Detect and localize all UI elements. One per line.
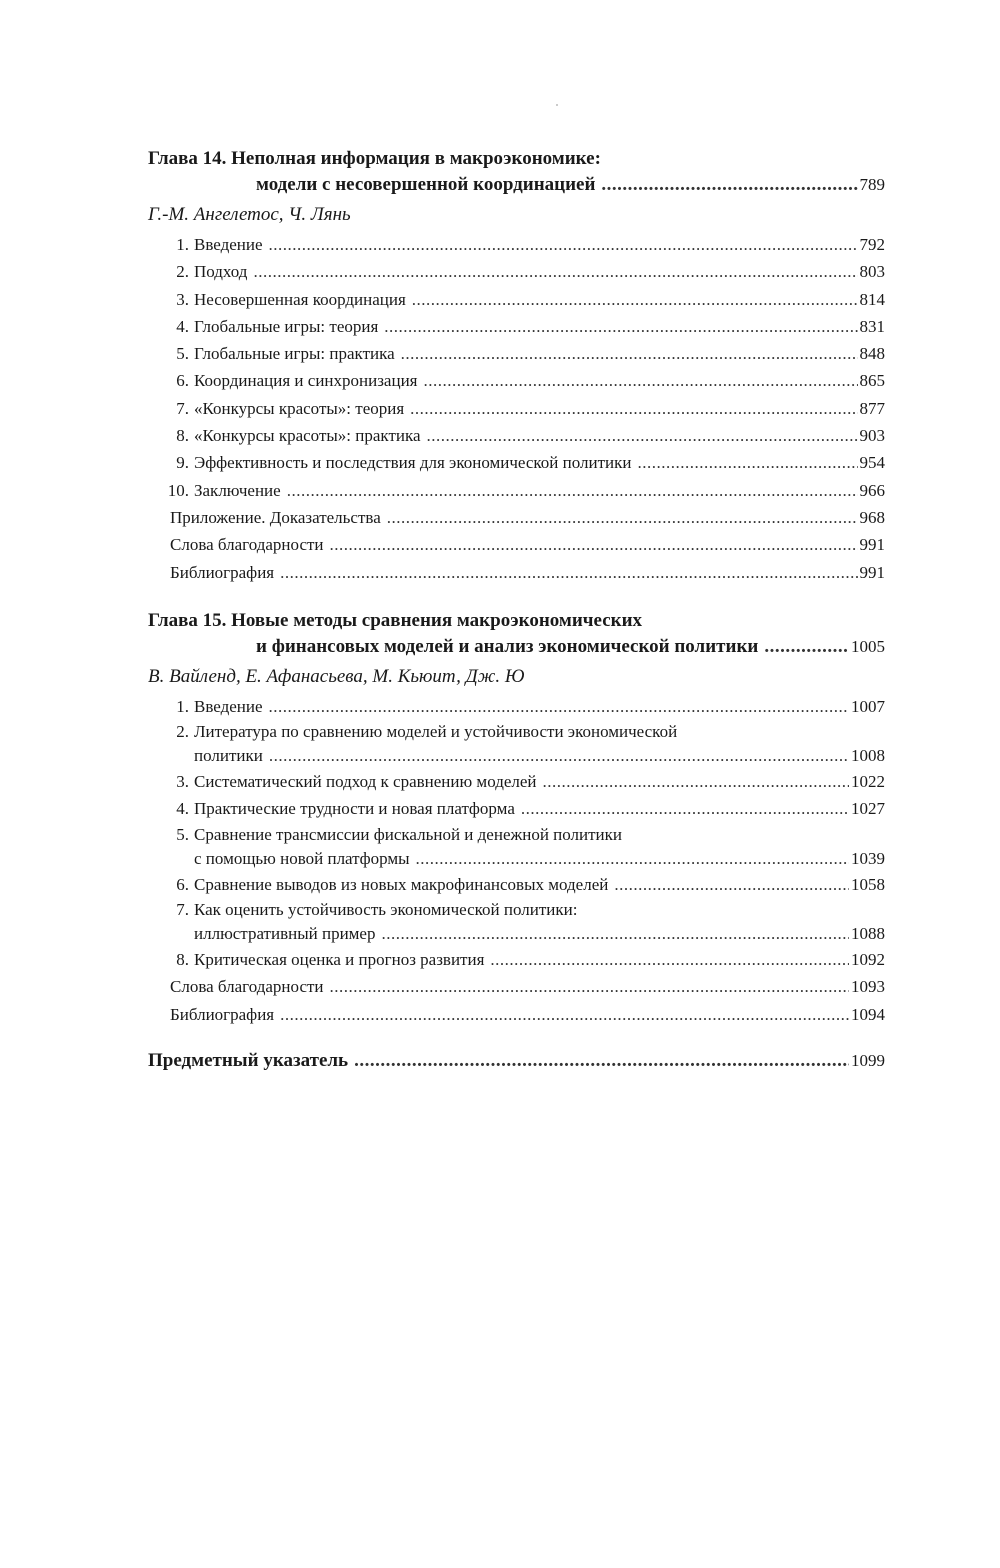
toc-entry[interactable] (148, 340, 885, 367)
toc-entry[interactable] (148, 693, 885, 720)
entry-label-continued: политики (194, 746, 263, 766)
entry-number: 5. (176, 824, 189, 844)
leader-dots (280, 559, 857, 586)
chapter-authors: В. Вайленд, Е. Афанасьева, М. Кьюит, Дж. Ю (148, 665, 525, 687)
toc-entry[interactable] (148, 871, 885, 898)
page-number: 991 (859, 562, 885, 582)
toc-entry[interactable] (148, 477, 885, 504)
page-number: 1005 (851, 636, 885, 656)
table-of-contents (148, 146, 885, 1074)
toc-entry[interactable] (148, 258, 885, 285)
entry-label: Библиография (170, 562, 275, 582)
entry-number: 7. (176, 900, 189, 920)
leader-dots (427, 422, 858, 449)
leader-dots (269, 693, 849, 720)
toc-entry[interactable] (148, 367, 885, 394)
entry-label: Эффективность и последствия для экономической политики (194, 453, 632, 473)
entry-number: 3. (176, 289, 189, 309)
leader-dots (269, 231, 858, 258)
toc-entry-appendix[interactable] (148, 504, 885, 531)
entry-label: Введение (194, 696, 263, 716)
toc-entry[interactable] (148, 286, 885, 313)
page-number: 1058 (851, 874, 885, 894)
entry-label-continued: иллюстративный пример (194, 924, 376, 944)
entry-number: 4. (176, 316, 189, 336)
entry-number: 9. (176, 453, 189, 473)
toc-entry-acknowledgements[interactable] (148, 531, 885, 558)
leader-dots (387, 504, 858, 531)
leader-dots (330, 531, 858, 558)
leader-dots (412, 286, 858, 313)
entry-label: Систематический подход к сравнению моделей (194, 772, 537, 792)
toc-entry[interactable] (148, 422, 885, 449)
leader-dots (601, 172, 857, 198)
entry-label: Критическая оценка и прогноз развития (194, 950, 485, 970)
toc-entry-bibliography[interactable] (148, 1001, 885, 1028)
entry-label: Глобальные игры: теория (194, 316, 379, 336)
entry-label: Подход (194, 262, 248, 282)
entry-label: Библиография (170, 1004, 275, 1024)
page-number: 991 (859, 535, 885, 555)
leader-dots (416, 847, 849, 871)
leader-dots (381, 922, 849, 946)
toc-entry[interactable] (148, 231, 885, 258)
chapter-authors: Г.-М. Ангелетос, Ч. Лянь (148, 204, 351, 225)
entry-number: 1. (176, 696, 189, 716)
toc-entry[interactable] (148, 946, 885, 973)
entry-number: 4. (176, 799, 189, 819)
entry-number: 8. (176, 950, 189, 970)
page-number: 792 (859, 235, 885, 254)
page-number: 966 (859, 480, 885, 500)
leader-dots (490, 946, 849, 973)
entry-label: Практические трудности и новая платформа (194, 799, 515, 819)
leader-dots (764, 634, 849, 660)
entry-number: 2. (176, 722, 189, 742)
page-number: 1039 (851, 848, 885, 868)
page-number: 1092 (851, 950, 885, 970)
page-number: 814 (859, 289, 885, 309)
leader-dots (410, 395, 857, 422)
chapter-title-line2: модели с несовершенной координацией (256, 174, 596, 195)
toc-entry[interactable] (148, 395, 885, 422)
page-number: 1007 (851, 696, 885, 716)
toc-entry[interactable] (148, 898, 885, 946)
entry-label: Как оценить устойчивость экономической политики: (194, 900, 578, 920)
leader-dots (384, 313, 857, 340)
toc-entry[interactable] (148, 313, 885, 340)
entry-number: 1. (176, 235, 189, 254)
entry-label: Заключение (194, 480, 281, 500)
page-number: 789 (859, 175, 885, 194)
entry-label: Введение (194, 235, 263, 254)
page-number: 1022 (851, 772, 885, 792)
page-number: 1027 (851, 799, 885, 819)
entry-number: 6. (176, 874, 189, 894)
chapter-title[interactable] (148, 608, 885, 660)
entry-label: Несовершенная координация (194, 289, 406, 309)
entry-label: «Конкурсы красоты»: практика (194, 426, 421, 446)
entry-number: 6. (176, 371, 189, 391)
entry-label: Глобальные игры: практика (194, 344, 395, 364)
chapter-14 (148, 146, 885, 586)
toc-entry[interactable] (148, 720, 885, 768)
leader-dots (354, 1048, 849, 1074)
leader-dots (401, 340, 858, 367)
entry-number: 5. (176, 344, 189, 364)
chapter-title-line1: Глава 14. Неполная информация в макроэкономике: (148, 148, 601, 169)
entry-label: Координация и синхронизация (194, 371, 418, 391)
page-number: 1008 (851, 746, 885, 766)
page-number: 803 (859, 262, 885, 282)
leader-dots (253, 258, 857, 285)
leader-dots (521, 795, 849, 822)
entry-label: Приложение. Доказательства (170, 507, 381, 527)
page-number: 1093 (851, 977, 885, 997)
page-number: 877 (859, 398, 885, 418)
toc-entry[interactable] (148, 449, 885, 476)
page-number: 848 (859, 344, 885, 364)
page-number: 903 (859, 426, 885, 446)
scan-speck (556, 104, 558, 106)
leader-dots (280, 1001, 849, 1028)
chapter-title[interactable] (148, 146, 885, 198)
page-number: 1094 (851, 1004, 885, 1024)
entry-label-continued: с помощью новой платформы (194, 848, 410, 868)
chapter-title-line2: и финансовых моделей и анализ экономической политики (256, 635, 759, 657)
entry-label: Литература по сравнению моделей и устойчивости экономической (194, 722, 678, 742)
entry-number: 10. (167, 480, 189, 500)
leader-dots (330, 973, 849, 1000)
page-number: 1099 (851, 1050, 885, 1070)
entry-label: Предметный указатель (148, 1049, 349, 1071)
page-number: 968 (859, 507, 885, 527)
toc-entry[interactable] (148, 823, 885, 871)
leader-dots (543, 768, 849, 795)
leader-dots (287, 477, 858, 504)
toc-entry[interactable] (148, 795, 885, 822)
leader-dots (269, 744, 849, 768)
entry-label: Сравнение трансмиссии фискальной и денежной политики (194, 824, 623, 844)
entry-label: Слова благодарности (170, 535, 324, 555)
toc-entry-acknowledgements[interactable] (148, 973, 885, 1000)
chapter-title-line1: Глава 15. Новые методы сравнения макроэкономических (148, 609, 643, 631)
toc-entry-bibliography[interactable] (148, 559, 885, 586)
entry-label: «Конкурсы красоты»: теория (194, 398, 405, 418)
entry-number: 8. (176, 426, 189, 446)
toc-entry-subject-index[interactable] (148, 1048, 885, 1074)
page-number: 954 (859, 453, 885, 473)
entry-number: 3. (176, 772, 189, 792)
leader-dots (614, 871, 849, 898)
entry-number: 2. (176, 262, 189, 282)
entry-number: 7. (176, 398, 189, 418)
page-number: 831 (859, 316, 885, 336)
chapter-15 (148, 608, 885, 1028)
entry-label: Слова благодарности (170, 977, 324, 997)
entry-label: Сравнение выводов из новых макрофинансовых моделей (194, 874, 609, 894)
page-number: 865 (859, 371, 885, 391)
page-number: 1088 (851, 924, 885, 944)
toc-entry[interactable] (148, 768, 885, 795)
leader-dots (423, 367, 857, 394)
leader-dots (638, 449, 858, 476)
